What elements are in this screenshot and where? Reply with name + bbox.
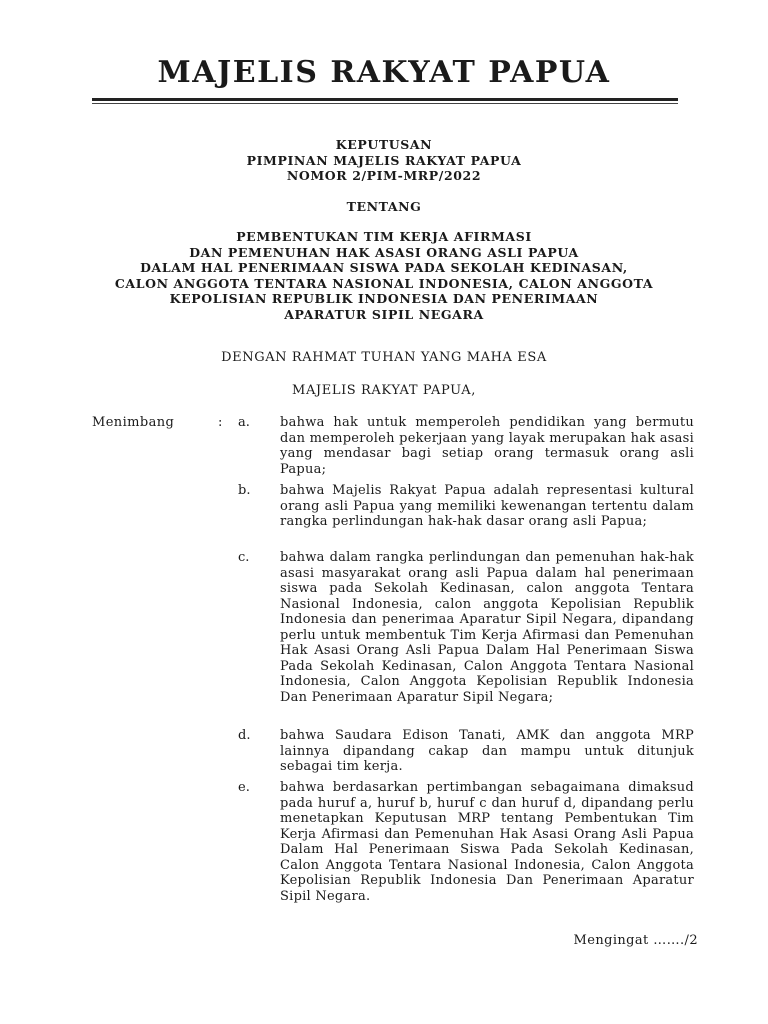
subject-line: APARATUR SIPIL NEGARA xyxy=(284,306,484,322)
organization-title: MAJELIS RAKYAT PAPUA xyxy=(157,55,611,90)
item-letter: c. xyxy=(238,550,250,565)
decision-subject xyxy=(40,229,728,322)
item-letter: b. xyxy=(238,483,251,498)
tentang-heading xyxy=(40,199,728,215)
subject-line: PEMBENTUKAN TIM KERJA AFIRMASI xyxy=(236,229,532,244)
item-letter: e. xyxy=(238,780,250,795)
item-text: bahwa Majelis Rakyat Papua adalah representasi kultural orang asli Papua yang memiliki kewenangan tertentu dalam rangka perlindungan hak-hak dasar orang asli Papua; xyxy=(280,483,694,529)
decision-header xyxy=(40,137,728,184)
item-text: bahwa dalam rangka perlindungan dan pemenuhan hak-hak asasi masyarakat orang asli Papua dalam hal penerimaan siswa pada Sekolah Kedinasan, calon anggota Tentara Nasional Indonesia, calon anggota Kepolisian Republik Indonesia dan penerimaa Aparatur Sipil Negara, dipandang perlu untuk membentuk Tim Kerja Afirmasi dan Pemenuhan Hak Asasi Orang Asli Papua Dalam Hal Penerimaan Siswa Pada Sekolah Kedinasan, Calon Anggota Tentara Nasional Indonesia, Calon Anggota Kepolisian Republik Indonesia Dan Penerimaan Aparatur Sipil Negara; xyxy=(280,550,694,705)
menimbang-colon: : xyxy=(218,415,223,430)
item-text: bahwa Saudara Edison Tanati, AMK dan anggota MRP lainnya dipandang cakap dan mampu untuk ditunjuk sebagai tim kerja. xyxy=(280,728,694,774)
header-rule-thin xyxy=(92,103,678,104)
subject-line: KEPOLISIAN REPUBLIK INDONESIA DAN PENERIMAAN xyxy=(169,291,599,306)
decision-line: KEPUTUSAN xyxy=(335,137,433,152)
menimbang-label: Menimbang xyxy=(92,415,175,430)
subject-line: CALON ANGGOTA TENTARA NASIONAL INDONESIA, CALON ANGGOTA xyxy=(114,275,654,291)
item-text: bahwa berdasarkan pertimbangan sebagaimana dimaksud pada huruf a, huruf b, huruf c dan huruf d, dipandang perlu menetapkan Keputusan MRP tentang Pembentukan Tim Kerja Afirmasi dan Pemenuhan Hak Asasi Orang Asli Papua Dalam Hal Penerimaan Siswa Pada Sekolah Kedinasan, Calon Anggota Tentara Nasional Indonesia, Calon Anggota Kepolisian Republik Indonesia Dan Penerimaan Aparatur Sipil Negara. xyxy=(280,780,694,904)
preamble-body-name: MAJELIS RAKYAT PAPUA, xyxy=(292,383,476,398)
tentang-label: TENTANG xyxy=(346,199,422,214)
header-rule-thick xyxy=(92,98,678,101)
preamble-rahmat: DENGAN RAHMAT TUHAN YANG MAHA ESA xyxy=(221,350,547,365)
item-text: bahwa hak untuk memperoleh pendidikan yang bermutu dan memperoleh pekerjaan yang layak merupakan hak asasi yang mendasar bagi setiap orang termasuk orang asli Papua; xyxy=(280,415,694,477)
item-letter: d. xyxy=(238,728,251,743)
subject-line: DAN PEMENUHAN HAK ASASI ORANG ASLI PAPUA xyxy=(189,244,579,260)
page-continuation: Mengingat ……./2 xyxy=(573,933,698,948)
item-letter: a. xyxy=(238,415,250,430)
decision-number: NOMOR 2/PIM-MRP/2022 xyxy=(286,168,482,183)
decision-line: PIMPINAN MAJELIS RAKYAT PAPUA xyxy=(246,152,522,168)
subject-line: DALAM HAL PENERIMAAN SISWA PADA SEKOLAH KEDINASAN, xyxy=(140,260,628,275)
